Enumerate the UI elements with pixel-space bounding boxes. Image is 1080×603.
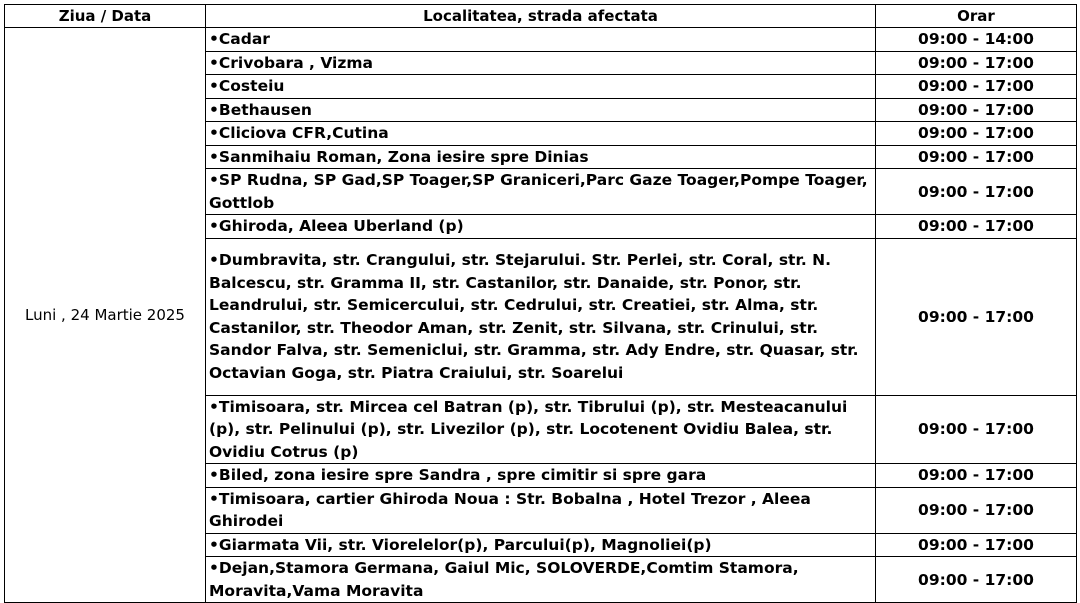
time-cell: 09:00 - 17:00 — [876, 395, 1077, 464]
location-cell: •Sanmihaiu Roman, Zona iesire spre Dinias — [206, 145, 876, 169]
time-cell: 09:00 - 17:00 — [876, 145, 1077, 169]
time-cell: 09:00 - 17:00 — [876, 557, 1077, 603]
time-cell: 09:00 - 17:00 — [876, 487, 1077, 533]
time-cell: 09:00 - 17:00 — [876, 215, 1077, 239]
time-cell: 09:00 - 17:00 — [876, 122, 1077, 146]
location-cell: •Cadar — [206, 28, 876, 52]
time-cell: 09:00 - 17:00 — [876, 533, 1077, 557]
header-row — [5, 5, 1077, 28]
location-cell: •Dejan,Stamora Germana, Gaiul Mic, SOLOVERDE,Comtim Stamora, Moravita,Vama Moravita — [206, 557, 876, 603]
header-date: Ziua / Data — [5, 5, 206, 28]
location-cell: •Ghiroda, Aleea Uberland (p) — [206, 215, 876, 239]
time-cell: 09:00 - 17:00 — [876, 238, 1077, 395]
location-cell: •Dumbravita, str. Crangului, str. Stejarului. Str. Perlei, str. Coral, str. N. Balcescu, str. Gramma II, str. Castanilor, str. Danaide, str. Ponor, str. Leandrului, str. Semicercului, str. Cedrului, str. Creatiei, str. Alma, str. Castanilor, str. Theodor Aman, str. Zenit, str. Silvana, str. Crinului, str. Sandor Falva, str. Semeniclui, str. Gramma, str. Ady Endre, str. Quasar, str. Octavian Goga, str. Piatra Craiului, str. Soarelui — [206, 238, 876, 395]
location-cell: •SP Rudna, SP Gad,SP Toager,SP Graniceri,Parc Gaze Toager,Pompe Toager, Gottlob — [206, 169, 876, 215]
outage-schedule-table — [4, 4, 1077, 603]
location-cell: •Timisoara, str. Mircea cel Batran (p), str. Tibrului (p), str. Mesteacanului (p), str. Pelinului (p), str. Livezilor (p), str. Locotenent Ovidiu Balea, str. Ovidiu Cotrus (p) — [206, 395, 876, 464]
time-cell: 09:00 - 17:00 — [876, 98, 1077, 122]
location-cell: •Timisoara, cartier Ghiroda Noua : Str. Bobalna , Hotel Trezor , Aleea Ghirodei — [206, 487, 876, 533]
location-cell: •Bethausen — [206, 98, 876, 122]
header-time: Orar — [876, 5, 1077, 28]
time-cell: 09:00 - 17:00 — [876, 75, 1077, 99]
location-cell: •Cliciova CFR,Cutina — [206, 122, 876, 146]
time-cell: 09:00 - 17:00 — [876, 169, 1077, 215]
date-cell: Luni , 24 Martie 2025 — [5, 28, 206, 603]
header-location: Localitatea, strada afectata — [206, 5, 876, 28]
location-cell: •Crivobara , Vizma — [206, 51, 876, 75]
location-cell: •Costeiu — [206, 75, 876, 99]
table-row — [5, 28, 1077, 52]
time-cell: 09:00 - 17:00 — [876, 464, 1077, 488]
time-cell: 09:00 - 17:00 — [876, 51, 1077, 75]
location-cell: •Giarmata Vii, str. Viorelelor(p), Parcului(p), Magnoliei(p) — [206, 533, 876, 557]
time-cell: 09:00 - 14:00 — [876, 28, 1077, 52]
location-cell: •Biled, zona iesire spre Sandra , spre cimitir si spre gara — [206, 464, 876, 488]
